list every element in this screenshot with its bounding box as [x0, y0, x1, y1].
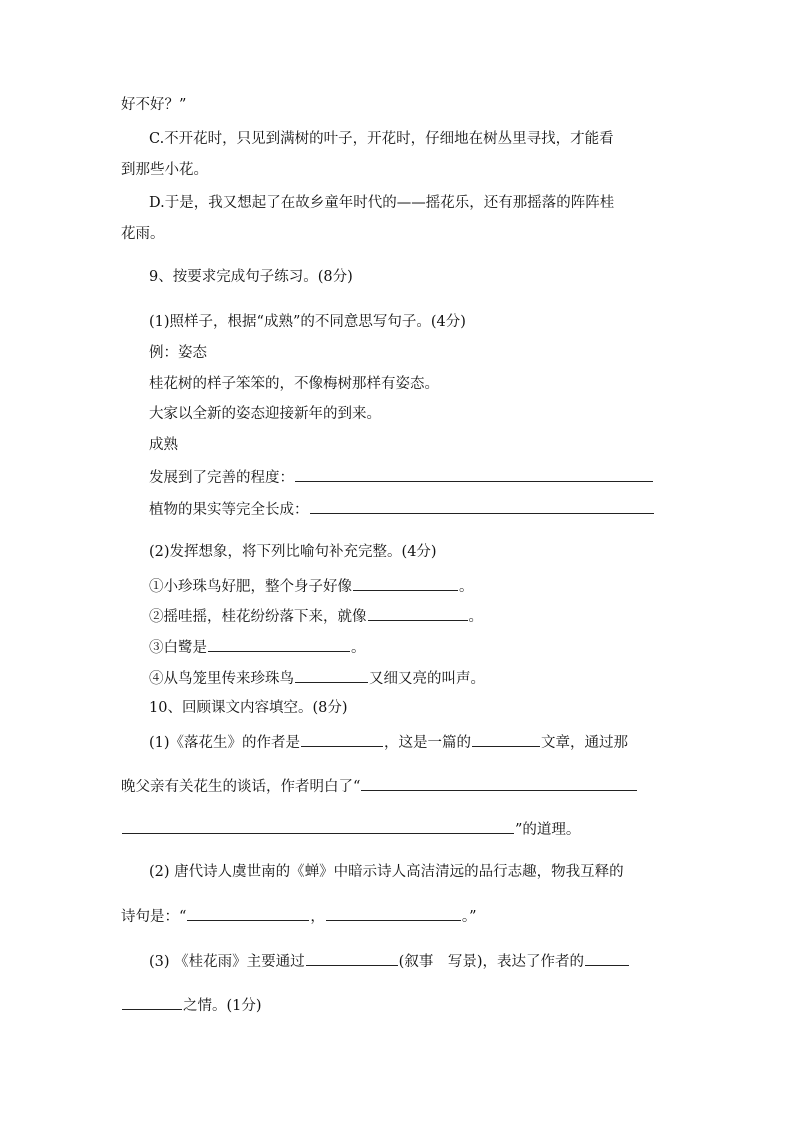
- prompt-text: (叙事 写景)，表达了作者的: [398, 954, 584, 970]
- fill-line-3: [121, 818, 580, 840]
- prompt-text: ④从鸟笼里传来珍珠鸟: [149, 671, 294, 687]
- punct: 。: [468, 609, 483, 625]
- poem-blank-2[interactable]: [326, 905, 461, 921]
- prompt-text: (3) 《桂花雨》主要通过: [149, 954, 305, 970]
- emotion-blank-cont[interactable]: [122, 994, 182, 1010]
- example-label: 例：姿态: [149, 345, 207, 361]
- prompt-text: ③白鹭是: [149, 640, 207, 656]
- lesson-blank-cont[interactable]: [122, 818, 514, 834]
- punct: 。: [459, 579, 474, 595]
- answer-blank[interactable]: [208, 636, 350, 652]
- punct: 。”: [461, 909, 477, 925]
- question-9-1-title: (1)照样子，根据“成熟”的不同意思写句子。(4分): [149, 314, 466, 330]
- option-d-line-2: 花雨。: [121, 226, 165, 242]
- prompt-text: ①小珍珠鸟好肥，整个身子好像: [149, 579, 352, 595]
- question-10-title: 10、回顾课文内容填空。(8分): [149, 700, 348, 716]
- prompt-text: 又细又亮的叫声。: [369, 671, 485, 687]
- prompt-text: 文章，通过那: [541, 735, 629, 751]
- option-d-line: D.于是，我又想起了在故乡童年时代的——摇花乐，还有那摇落的阵阵桂: [149, 195, 615, 211]
- simile-line-3: [149, 636, 366, 658]
- example-sentence-2: 大家以全新的姿态迎接新年的到来。: [149, 406, 381, 422]
- prompt-text: ，这是一篇的: [384, 735, 472, 751]
- prompt-text: 诗句是：“: [121, 909, 187, 925]
- simile-line-4: [149, 667, 485, 689]
- answer-blank[interactable]: [310, 498, 654, 514]
- prompt-text: 晚父亲有关花生的谈话，作者明白了“: [121, 779, 361, 795]
- method-blank[interactable]: [306, 950, 398, 966]
- answer-blank[interactable]: [295, 466, 653, 482]
- punct: ，: [310, 909, 325, 925]
- answer-blank[interactable]: [353, 575, 458, 591]
- fill-line-1: [149, 731, 628, 753]
- fill-line-5: [121, 905, 477, 927]
- fill-line-6: [149, 950, 630, 972]
- text-line: 好不好？”: [121, 97, 187, 113]
- example-sentence-1: 桂花树的样子笨笨的，不像梅树那样有姿态。: [149, 376, 439, 392]
- question-9-2-title: (2)发挥想象，将下列比喻句补充完整。(4分): [149, 544, 437, 560]
- option-c-line: C.不开花时，只见到满树的叶子，开花时，仔细地在树丛里寻找，才能看: [149, 131, 614, 147]
- prompt-text: (1)《落花生》的作者是: [149, 735, 301, 751]
- word-label: 成熟: [149, 437, 178, 453]
- genre-blank[interactable]: [472, 731, 540, 747]
- sentence-line-2: [149, 498, 655, 520]
- prompt-text: ”的道理。: [515, 822, 581, 838]
- simile-line-2: [149, 605, 483, 627]
- prompt-text: 之情。(1分): [183, 998, 262, 1014]
- option-c-line-2: 到那些小花。: [121, 162, 208, 178]
- lesson-blank[interactable]: [361, 775, 637, 791]
- prompt-text: 发展到了完善的程度：: [149, 470, 294, 486]
- prompt-text: ②摇哇摇，桂花纷纷落下来，就像: [149, 609, 367, 625]
- fill-line-4: (2) 唐代诗人虞世南的《蝉》中暗示诗人高洁清远的品行志趣，物我互释的: [149, 864, 624, 880]
- simile-line-1: [149, 575, 474, 597]
- question-9-title: 9、按要求完成句子练习。(8分): [149, 269, 353, 285]
- author-blank[interactable]: [301, 731, 383, 747]
- prompt-text: 植物的果实等完全长成：: [149, 502, 309, 518]
- fill-line-2: [121, 775, 638, 797]
- punct: 。: [351, 640, 366, 656]
- emotion-blank[interactable]: [585, 950, 629, 966]
- answer-blank[interactable]: [295, 667, 368, 683]
- sentence-line-1: [149, 466, 654, 488]
- poem-blank-1[interactable]: [187, 905, 309, 921]
- fill-line-7: [121, 994, 262, 1016]
- answer-blank[interactable]: [368, 605, 468, 621]
